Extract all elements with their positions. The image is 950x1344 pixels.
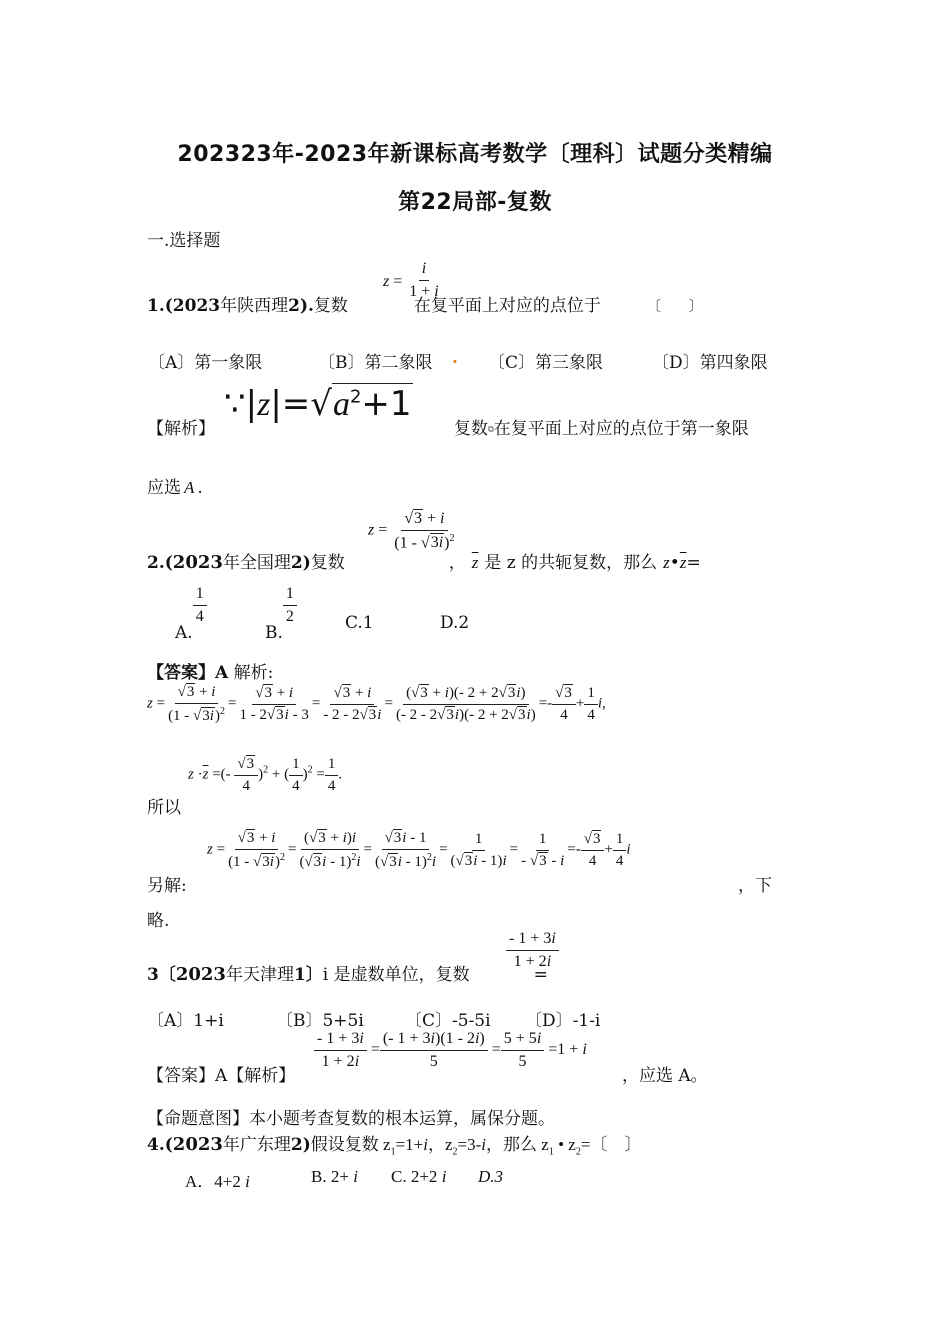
q3-answer-end: ，应选 A。 <box>622 1066 708 1086</box>
q3-answer-label: 【答案】A【解析】 <box>147 1066 296 1086</box>
q1-option-a: 〔A〕第一象限 <box>148 353 263 373</box>
q2-solution-1: z = $\frac{√3 + i}{(1 - √3i)^2}$ = $\frac{√3 + i}{1 - 2√3i - 3}$ = $\frac{√3 + i}{- 2 - 2√3i}$ = $\frac{(√3 + i)(- 2 + 2√3i)}{(- 2 - 2√3i)(- 2 + 2√3i)}$ =- $\frac{√3}{4}$ + $\frac{1}{4}$ i, <box>147 684 606 724</box>
q1-analysis-text: 复数⧉在复平面上对应的点位于第一象限 <box>454 419 749 439</box>
image-placeholder-icon: ⧉ <box>488 424 494 434</box>
q1-formula: z = $\frac{i}{1 + i}$ <box>383 260 439 300</box>
q2-stem: 2.(2023年全国理2)复数 ， $\overline{z}$ 是 z 的共轭复数，那么 $z•\overline{z}=$ <box>147 552 701 573</box>
q1-stem: 1.(2023年陕西理2).复数 在复平面上对应的点位于 〔 〕 <box>147 296 703 316</box>
q4-stem: 4.(2023年广东理2)假设复数 $z_1=1+i$，$z_2=3-i$，那么 $z_1$ • $z_2=$〔 〕 <box>147 1134 642 1158</box>
q1-analysis-label: 【解析】 <box>147 419 215 439</box>
q2-formula: z = $\frac{√3 + i}{(1 - √3i)^2}$ <box>368 510 455 551</box>
doc-title: 202323年-2023年新课标高考数学〔理科〕试题分类精编 <box>177 142 773 167</box>
q2-omit-2: 略. <box>147 911 170 931</box>
q1-option-b: 〔B〕第二象限 <box>318 353 433 373</box>
q2-so: 所以 <box>147 798 181 818</box>
q2-option-c: C.1 <box>345 613 374 633</box>
q3-option-b: 〔B〕5+5i <box>276 1011 364 1031</box>
q1-analysis-formula: $\because|z|=√a^2+1$ <box>224 384 412 424</box>
section-heading: 一.选择题 <box>147 231 221 251</box>
q4-option-a: A．4+2 i <box>185 1172 250 1191</box>
q3-option-c: 〔C〕-5-5i <box>405 1011 491 1031</box>
q2-option-a: A. $\frac{1}{4}$ <box>175 585 207 625</box>
q3-formula: $\frac{- 1 + 3i}{1 + 2i}$ <box>506 930 559 970</box>
q1-conclusion: 应选 A . <box>147 478 203 498</box>
q4-option-d: D.3 <box>478 1167 504 1186</box>
q2-omit: ，下 <box>738 876 772 896</box>
q2-option-d: D.2 <box>440 613 470 633</box>
q2-option-b: B. $\frac{1}{2}$ <box>265 585 297 625</box>
q1-dot-mark: . <box>452 348 458 368</box>
q2-answer: 【答案】A 解析: <box>147 663 274 683</box>
q3-option-a: 〔A〕1+i <box>147 1011 224 1031</box>
q2-alt-label: 另解: <box>147 876 187 896</box>
q3-option-d: 〔D〕-1-i <box>525 1011 601 1031</box>
doc-subtitle: 第22局部-复数 <box>398 190 552 215</box>
q1-option-c: 〔C〕第三象限 <box>488 353 604 373</box>
q3-stem: 3〔2023年天津理1〕i 是虚数单位，复数 = <box>147 964 548 985</box>
q2-solution-2: $z \cdot\overline{z}$ =(- $\frac{√3}{4}$ )$^2$ + ( $\frac{1}{4}$ )$^2$ = $\frac{1}{4}$ . <box>188 756 343 794</box>
q4-option-c: C. 2+2 i <box>391 1167 447 1186</box>
q3-intent: 【命题意图】本小题考查复数的根本运算，属保分题。 <box>147 1109 555 1129</box>
q4-option-b: B. 2+ i <box>311 1167 358 1186</box>
q2-alt-solution: z = $\frac{√3 + i}{(1 - √3i)^2}$ = $\frac{(√3 + i)i}{(√3i - 1)^2i}$ = $\frac{√3i - 1}{(√3i - 1)^2i}$ = $\frac{1}{(√3i - 1)i}$ = $\frac{1}{- √3 - i}$ =- $\frac{√3}{4}$ + $\frac{1}{4}$ i <box>207 830 631 870</box>
q1-option-d: 〔D〕第四象限 <box>652 353 768 373</box>
q3-solution: $\frac{- 1 + 3i}{1 + 2i}$ = $\frac{(- 1 + 3i)(1 - 2i)}{5}$ = $\frac{5 + 5i}{5}$ =1 + i <box>314 1030 587 1070</box>
